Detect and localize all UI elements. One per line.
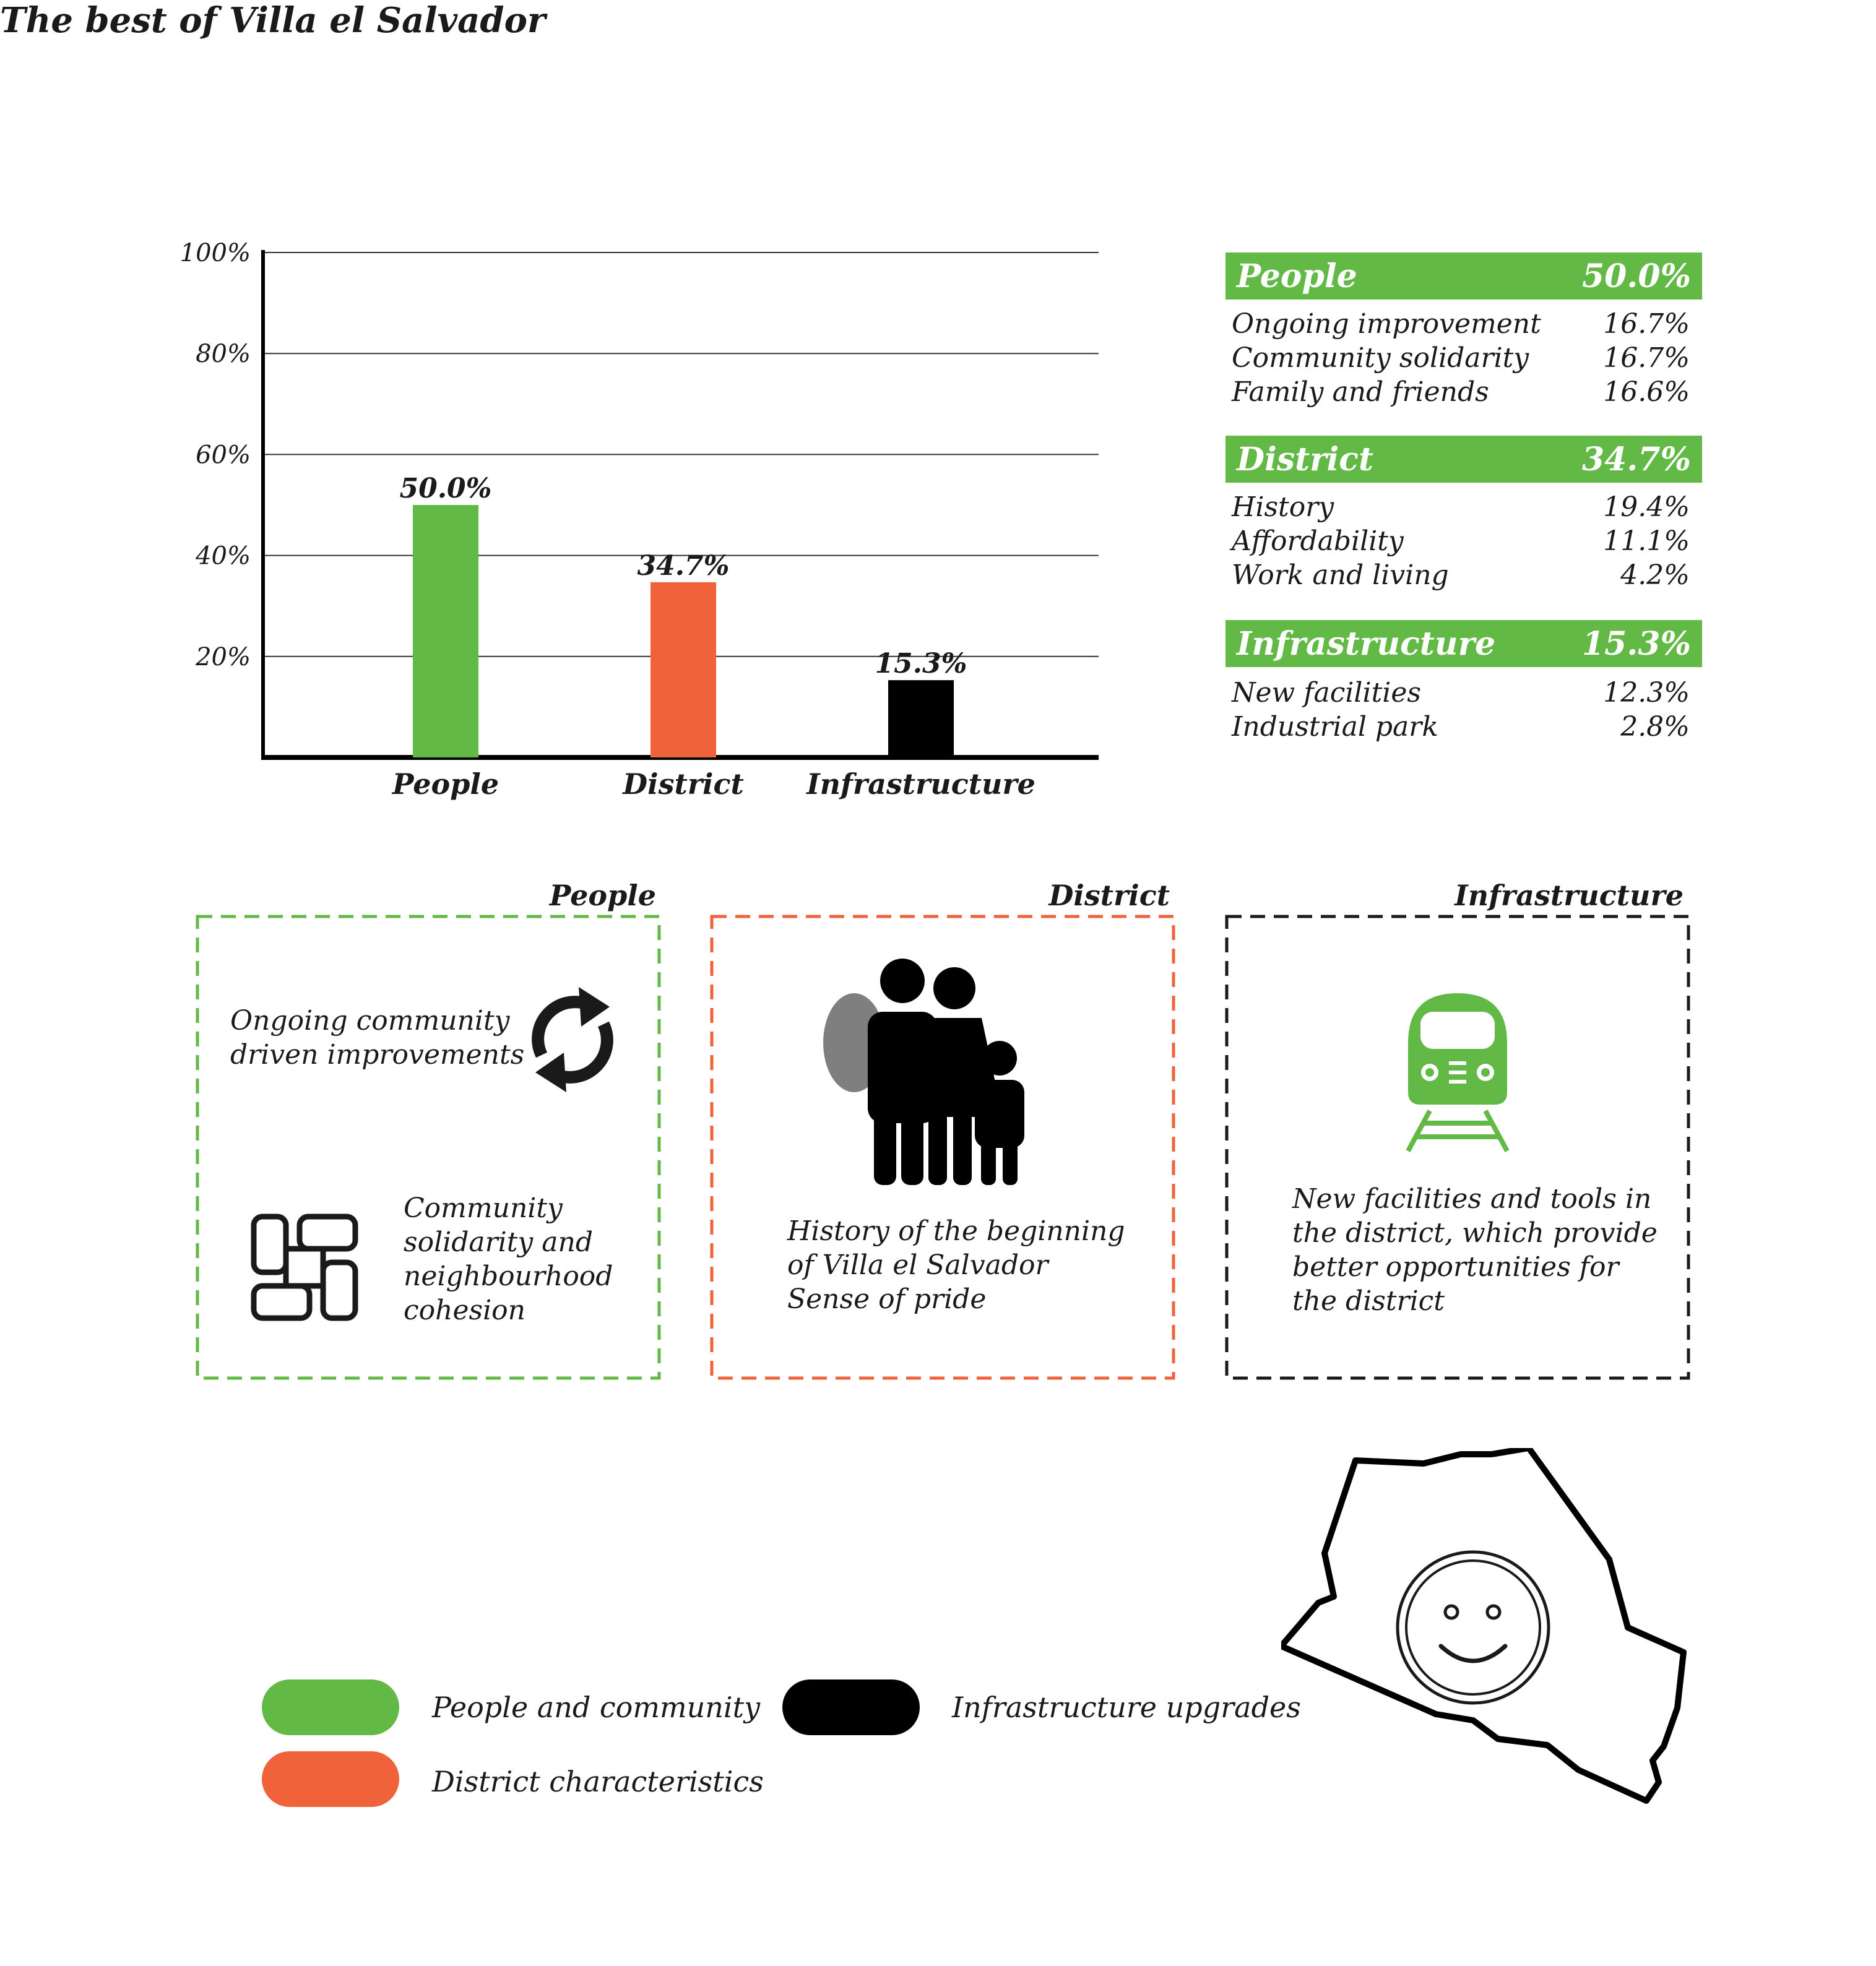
y-tick-label: 20%	[196, 642, 251, 671]
breakdown-row	[1232, 559, 1690, 594]
breakdown-header-people	[1225, 252, 1702, 300]
y-tick-label: 100%	[179, 239, 251, 267]
bar-data-label: 34.7%	[637, 550, 730, 582]
breakdown-row-label: New facilities	[1232, 677, 1421, 709]
legend-swatch-infrastructure	[782, 1679, 920, 1735]
breakdown-header-district	[1225, 436, 1702, 483]
family-icon	[823, 956, 1046, 1185]
breakdown-header-infrastructure	[1225, 620, 1702, 667]
district-map-smiley-icon	[1281, 1448, 1702, 1844]
breakdown-row-value: 16.7%	[1603, 342, 1690, 374]
breakdown-row-value: 2.8%	[1620, 711, 1690, 743]
breakdown-row-label: History	[1232, 491, 1334, 523]
card-text-people-2: Community solidarity and neighbourhood cohesion	[404, 1192, 613, 1326]
breakdown-header-label: District	[1237, 440, 1373, 478]
legend-swatch-people	[262, 1679, 399, 1735]
breakdown-row-label: Community solidarity	[1232, 342, 1529, 374]
breakdown-row	[1232, 376, 1690, 411]
breakdown-row	[1232, 711, 1690, 746]
breakdown-row-label: Industrial park	[1232, 711, 1438, 743]
breakdown-row-label: Work and living	[1232, 559, 1449, 591]
card-title-infrastructure: Infrastructure	[1455, 879, 1684, 912]
bar	[413, 505, 478, 757]
legend-swatch-district	[262, 1751, 399, 1807]
joined-hands-icon	[243, 1205, 366, 1329]
breakdown-row-value: 12.3%	[1603, 677, 1690, 709]
breakdown-row-value: 11.1%	[1603, 525, 1690, 557]
bar	[651, 582, 716, 757]
breakdown-row-value: 16.7%	[1603, 308, 1690, 340]
bar	[888, 680, 954, 757]
breakdown-row-label: Affordability	[1232, 525, 1404, 557]
breakdown-header-label: People	[1237, 257, 1357, 295]
breakdown-row-label: Family and friends	[1232, 376, 1489, 408]
legend-label-infrastructure: Infrastructure upgrades	[952, 1691, 1301, 1724]
y-tick-label: 60%	[196, 441, 251, 470]
breakdown-row-value: 4.2%	[1620, 559, 1690, 591]
bar-chart	[0, 0, 1114, 817]
breakdown-row	[1232, 342, 1690, 377]
bar-data-label: 50.0%	[399, 473, 492, 504]
card-title-district: District	[1048, 879, 1170, 912]
refresh-cycle-icon	[517, 981, 628, 1098]
card-text-district: History of the beginning of Villa el Salvador Sense of pride	[787, 1215, 1125, 1315]
breakdown-header-total: 50.0%	[1581, 257, 1691, 295]
x-tick-label: District	[623, 767, 744, 801]
breakdown-row	[1232, 308, 1690, 343]
card-text-infrastructure: New facilities and tools in the district, which provide better opportunities for the district	[1292, 1183, 1658, 1317]
breakdown-header-label: Infrastructure	[1237, 624, 1496, 663]
breakdown-row-label: Ongoing improvement	[1232, 308, 1541, 340]
x-tick-label: People	[392, 767, 499, 801]
card-title-people: People	[549, 879, 656, 912]
breakdown-row-value: 16.6%	[1603, 376, 1690, 408]
x-tick-label: Infrastructure	[806, 767, 1035, 801]
breakdown-row-value: 19.4%	[1603, 491, 1690, 523]
breakdown-row	[1232, 491, 1690, 526]
breakdown-header-total: 34.7%	[1581, 440, 1691, 478]
bar-data-label: 15.3%	[875, 648, 967, 680]
page-title: The best of Villa el Salvador	[0, 0, 546, 41]
train-icon	[1402, 993, 1513, 1154]
breakdown-header-total: 15.3%	[1581, 624, 1691, 663]
y-tick-label: 40%	[196, 541, 251, 571]
legend-label-people: People and community	[432, 1691, 761, 1724]
legend-label-district: District characteristics	[432, 1765, 764, 1798]
y-tick-label: 80%	[196, 340, 251, 369]
card-text-people-1: Ongoing community driven improvements	[230, 1005, 525, 1071]
breakdown-row	[1232, 677, 1690, 712]
breakdown-row	[1232, 525, 1690, 560]
